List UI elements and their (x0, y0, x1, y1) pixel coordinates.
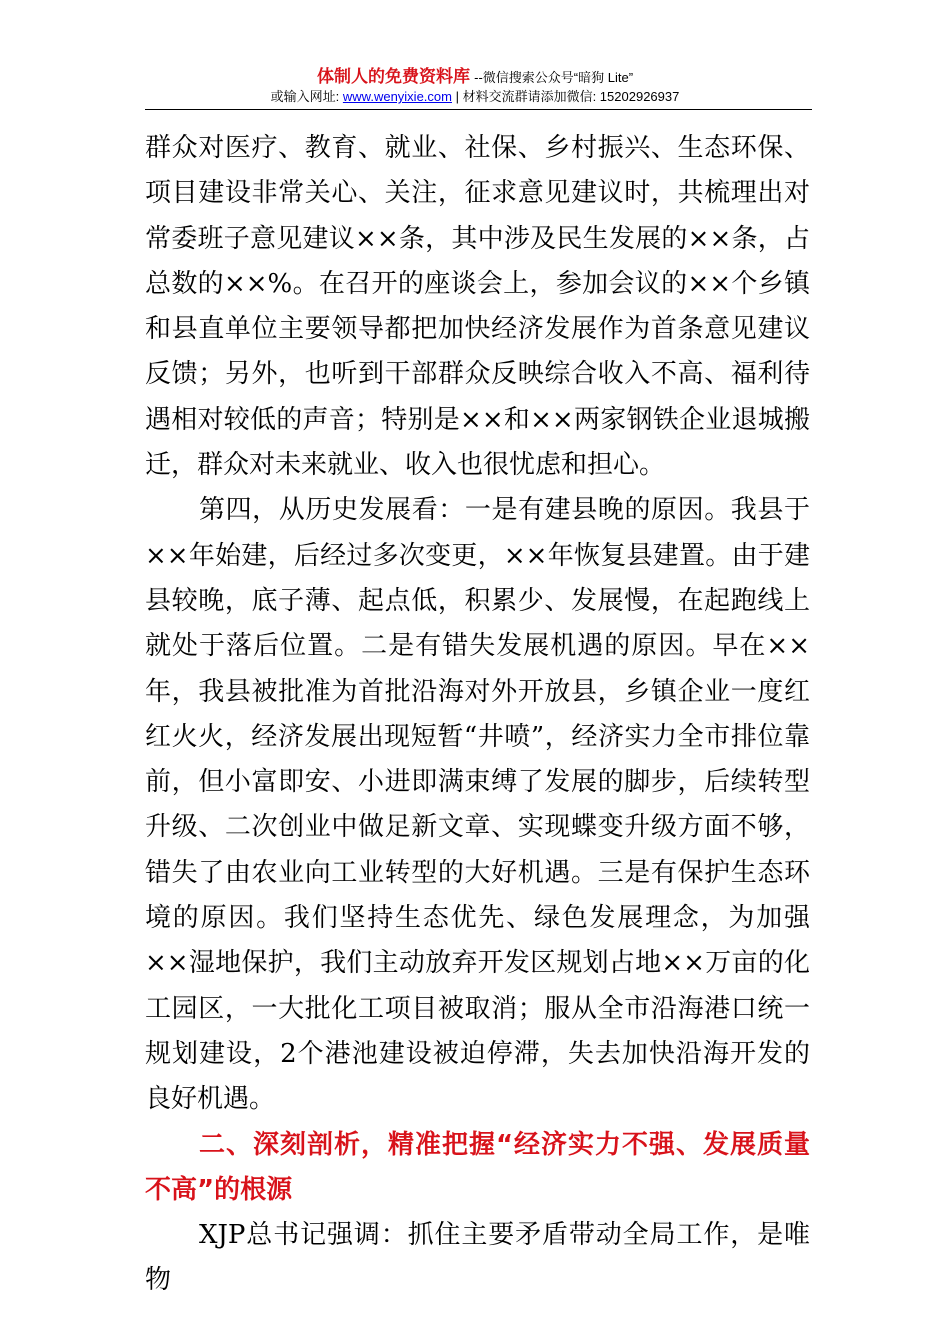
header-url-link[interactable]: www.wenyixie.com (342, 89, 452, 104)
paragraph-2: 第四，从历史发展看：一是有建县晚的原因。我县于××年始建，后经过多次变更，××年恢复县建置。由于建县较晚，底子薄、起点低，积累少、发展慢，在起跑线上就处于落后位置。二是有错失发展机遇的原因。早在××年，我县被批准为首批沿海对外开放县，乡镇企业一度红红火火，经济发展出现短暂“井喷”，经济实力全市排位靠前，但小富即安、小进即满束缚了发展的脚步，后续转型升级、二次创业中做足新文章、实现蝶变升级方面不够，错失了由农业向工业转型的大好机遇。三是有保护生态环境的原因。我们坚持生态优先、绿色发展理念，为加强××湿地保护，我们主动放弃开发区规划占地××万亩的化工园区，一大批化工项目被取消；服从全市沿海港口统一规划建设，2个港池建设被迫停滞，失去加快沿海开发的良好机遇。 (145, 495, 810, 1115)
paragraph-3: XJP总书记强调：抓住主要矛盾带动全局工作，是唯物 (145, 1220, 810, 1296)
section-heading: 二、深刻剖析，精准把握“经济实力不强、发展质量不高”的根源 (145, 1129, 810, 1205)
header-title: 体制人的免费资料库 (316, 67, 470, 86)
header-divider (145, 109, 812, 110)
header-line-1 (0, 67, 950, 88)
header-url-prefix: 或输入网址: (270, 89, 343, 104)
header-contact: | 材料交流群请添加微信: 15202926937 (451, 89, 680, 104)
header-line-2 (0, 88, 950, 106)
header-subtitle: --微信搜索公众号“暗狗 Lite” (474, 70, 634, 85)
paragraph-1: 群众对医疗、教育、就业、社保、乡村振兴、生态环保、项目建设非常关心、关注，征求意见建议时，共梳理出对常委班子意见建议××条，其中涉及民生发展的××条，占总数的××%。在召开的座谈会上，参加会议的××个乡镇和县直单位主要领导都把加快经济发展作为首条意见建议反馈；另外，也听到干部群众反映综合收入不高、福利待遇相对较低的声音；特别是××和××两家钢铁企业退城搬迁，群众对未来就业、收入也很忧虑和担心。 (145, 133, 810, 481)
document-body (145, 126, 810, 1304)
